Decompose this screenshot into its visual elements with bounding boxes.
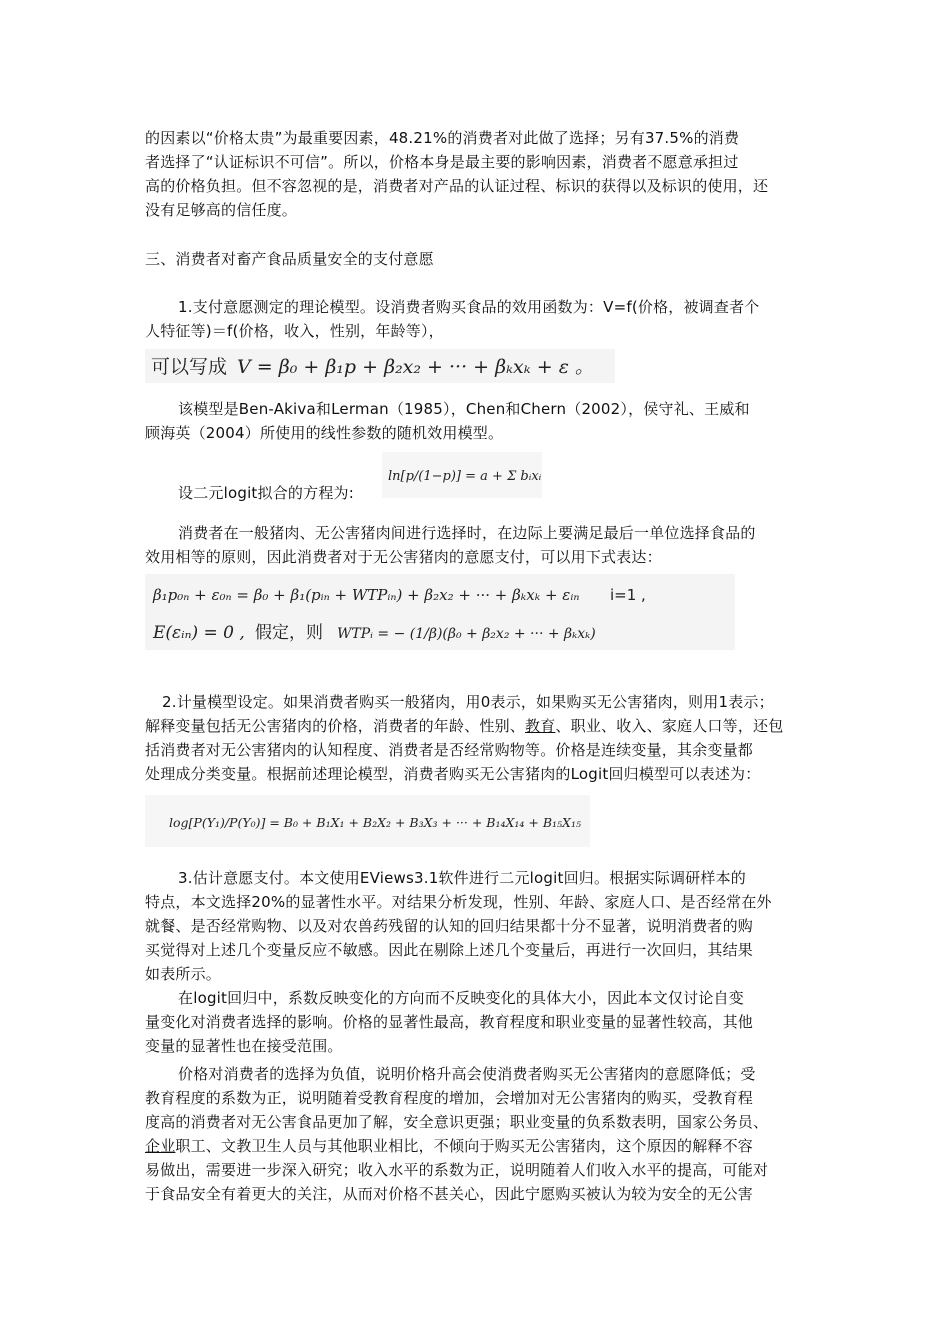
text-line: 消费者在一般猪肉、无公害猪肉间进行选择时，在边际上要满足最后一单位选择食品的 — [178, 524, 756, 542]
text-line: 的因素以“价格太贵”为最重要因素，48.21%的消费者对此做了选择；另有37.5%的消费 — [145, 129, 740, 147]
text-line: 2.计量模型设定。如果消费者购买一般猪肉，用0表示，如果购买无公害猪肉，则用1表示； — [162, 693, 774, 711]
equation-prefix: 可以写成 — [151, 356, 228, 378]
text-line: 1.支付意愿测定的理论模型。设消费者购买食品的效用函数为：V=f(价格，被调查者个 — [178, 298, 760, 316]
link-enterprise[interactable]: 企业 — [145, 1137, 176, 1155]
text-line: 价格对消费者的选择为负值，说明价格升高会使消费者购买无公害猪肉的意愿降低；受 — [178, 1065, 756, 1083]
equation-logit-regression — [145, 795, 590, 847]
text-line: 高的价格负担。但不容忽视的是，消费者对产品的认证过程、标识的获得以及标识的使用，还 — [145, 177, 769, 195]
text-line: 者选择了“认证标识不可信”。所以，价格本身是最主要的影响因素，消费者不愿意承担过 — [145, 153, 739, 171]
equation-body: log[P(Y₁)/P(Y₀)] = B₀ + B₁X₁ + B₂X₂ + B₃X₃ + ··· + B₁₄X₁₄ + B₁₅X₁₅ — [169, 815, 581, 830]
equation-wtp — [145, 574, 735, 650]
text-line: 易做出，需要进一步深入研究；收入水平的系数为正，说明随着人们收入水平的提高，可能对 — [145, 1161, 769, 1179]
text-line: 该模型是Ben-Akiva和Lerman（1985），Chen和Chern（2002），侯守礼、王威和 — [178, 400, 750, 418]
equation-line1: β₁p₀ₙ + ε₀ₙ = β₀ + β₁(pᵢₙ + WTPᵢₙ) + β₂x₂ + ··· + βₖxₖ + εᵢₙ — [153, 586, 580, 604]
equation-logit — [382, 452, 542, 498]
equation-body: ln[p/(1−p)] = a + Σ bᵢxᵢ — [388, 469, 542, 484]
text-line: 度高的消费者对无公害食品更加了解，安全意识更强；职业变量的负系数表明，国家公务员、 — [145, 1113, 769, 1131]
text-line: 企业职工、文教卫生人员与其他职业相比，不倾向于购买无公害猪肉，这个原因的解释不容 — [145, 1137, 754, 1155]
text-line: 3.估计意愿支付。本文使用EViews3.1软件进行二元logit回归。根据实际调研样本的 — [178, 869, 746, 887]
text-line: 人特征等)＝f(价格，收入，性别，年龄等）， — [145, 322, 444, 340]
text-line: 效用相等的原则，因此消费者对于无公害猪肉的意愿支付，可以用下式表达： — [145, 548, 662, 566]
text-line: 量变化对消费者选择的影响。价格的显著性最高，教育程度和职业变量的显著性较高，其他 — [145, 1013, 754, 1031]
text-line: 教育程度的系数为正，说明随着受教育程度的增加，会增加对无公害猪肉的购买，受教育程 — [145, 1089, 754, 1107]
text-line: 特点，本文选择20%的显著性水平。对结果分析发现，性别、年龄、家庭人口、是否经常在外 — [145, 893, 772, 911]
text-line: 顾海英（2004）所使用的线性参数的随机效用模型。 — [145, 424, 504, 442]
text-line: 处理成分类变量。根据前述理论模型，消费者购买无公害猪肉的Logit回归模型可以表述为： — [145, 765, 761, 783]
equation-assume: 假定，则 — [255, 623, 323, 643]
section-heading: 三、消费者对畜产食品质量安全的支付意愿 — [145, 250, 434, 268]
equation-utility — [145, 349, 615, 383]
text-line: 买觉得对上述几个变量反应不敏感。因此在剔除上述几个变量后，再进行一次回归，其结果 — [145, 941, 754, 959]
equation-index: i=1 , — [610, 586, 646, 604]
equation-line2b: WTPᵢ = − (1/β)(β₀ + β₂x₂ + ··· + βₖxₖ) — [337, 626, 596, 642]
text-line: 变量的显著性也在接受范围。 — [145, 1037, 343, 1055]
text-line: 没有足够高的信任度。 — [145, 201, 298, 219]
link-education[interactable]: 教育 — [525, 717, 556, 735]
text-line: 括消费者对无公害猪肉的认知程度、消费者是否经常购物等。价格是连续变量，其余变量都 — [145, 741, 754, 759]
text-line: 就餐、是否经常购物、以及对农兽药残留的认知的回归结果都十分不显著，说明消费者的购 — [145, 917, 754, 935]
equation-body: V = β₀ + β₁p + β₂x₂ + ··· + βₖxₖ + ε 。 — [237, 356, 594, 378]
text-line: 设二元logit拟合的方程为: — [178, 484, 354, 502]
text-line: 于食品安全有着更大的关注，从而对价格不甚关心，因此宁愿购买被认为较为安全的无公害 — [145, 1185, 754, 1203]
equation-line2a: E(εᵢₙ) = 0 , — [153, 623, 245, 643]
text-line: 如表所示。 — [145, 965, 222, 983]
text-line: 在logit回归中，系数反映变化的方向而不反映变化的具体大小，因此本文仅讨论自变 — [178, 989, 744, 1007]
text-line: 解释变量包括无公害猪肉的价格，消费者的年龄、性别、教育、职业、收入、家庭人口等，还包 — [145, 717, 784, 735]
